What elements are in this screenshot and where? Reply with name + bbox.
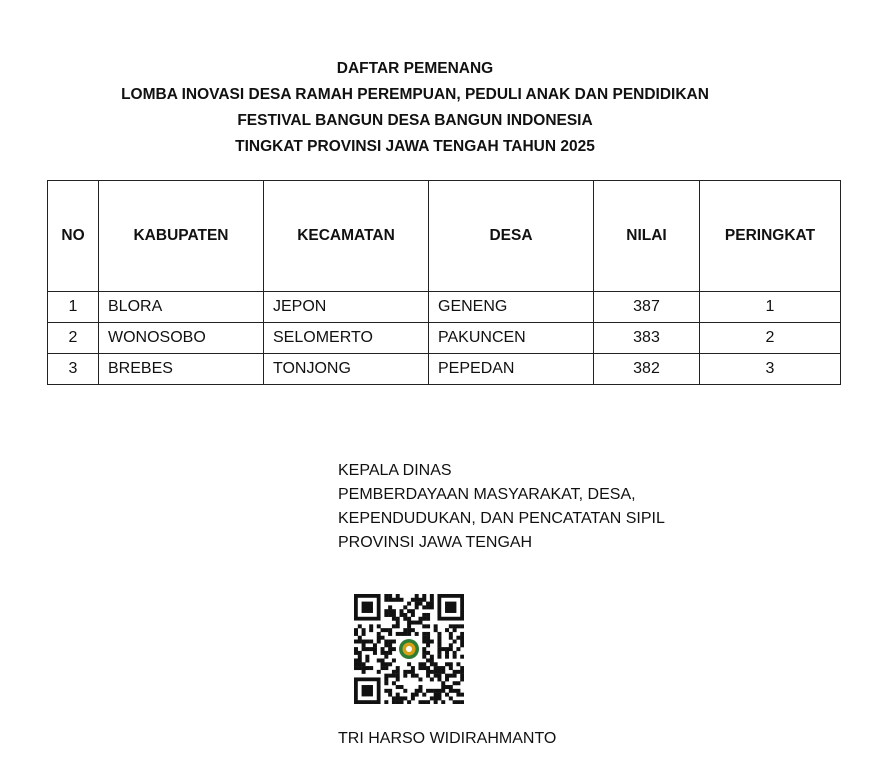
signer-name: TRI HARSO WIDIRAHMANTO [338, 730, 557, 747]
winners-table [47, 180, 841, 385]
header-kabupaten: KABUPATEN [99, 181, 264, 292]
signer-province: PROVINSI JAWA TENGAH [338, 534, 533, 551]
cell-no: 2 [48, 323, 99, 354]
signer-office-line1: PEMBERDAYAAN MASYARAKAT, DESA, [338, 486, 636, 503]
cell-nilai: 382 [594, 354, 700, 385]
signer-position: KEPALA DINAS [338, 462, 452, 479]
cell-kabupaten: BLORA [99, 292, 264, 323]
header-desa: DESA [429, 181, 594, 292]
signature-block [338, 459, 665, 555]
heading-festival: FESTIVAL BANGUN DESA BANGUN INDONESIA [237, 112, 593, 129]
header-kecamatan: KECAMATAN [264, 181, 429, 292]
heading-title: DAFTAR PEMENANG [336, 60, 494, 77]
cell-peringkat: 1 [700, 292, 841, 323]
document-heading [0, 56, 830, 160]
cell-peringkat: 3 [700, 354, 841, 385]
cell-no: 3 [48, 354, 99, 385]
qr-code-with-emblem-icon [354, 594, 464, 704]
cell-no: 1 [48, 292, 99, 323]
cell-desa: GENENG [429, 292, 594, 323]
signer-office-line2: KEPENDUDUKAN, DAN PENCATATAN SIPIL [338, 510, 665, 527]
heading-competition: LOMBA INOVASI DESA RAMAH PEREMPUAN, PEDULI ANAK DAN PENDIDIKAN [121, 86, 709, 103]
cell-kecamatan: TONJONG [264, 354, 429, 385]
cell-desa: PAKUNCEN [429, 323, 594, 354]
cell-kecamatan: JEPON [264, 292, 429, 323]
table-row [48, 323, 841, 354]
cell-peringkat: 2 [700, 323, 841, 354]
cell-nilai: 387 [594, 292, 700, 323]
table-row [48, 292, 841, 323]
cell-desa: PEPEDAN [429, 354, 594, 385]
table-row [48, 354, 841, 385]
cell-kecamatan: SELOMERTO [264, 323, 429, 354]
header-nilai: NILAI [594, 181, 700, 292]
cell-kabupaten: WONOSOBO [99, 323, 264, 354]
heading-level-year: TINGKAT PROVINSI JAWA TENGAH TAHUN 2025 [235, 138, 595, 155]
cell-kabupaten: BREBES [99, 354, 264, 385]
header-peringkat: PERINGKAT [700, 181, 841, 292]
header-no: NO [48, 181, 99, 292]
table-header-row [48, 181, 841, 292]
cell-nilai: 383 [594, 323, 700, 354]
